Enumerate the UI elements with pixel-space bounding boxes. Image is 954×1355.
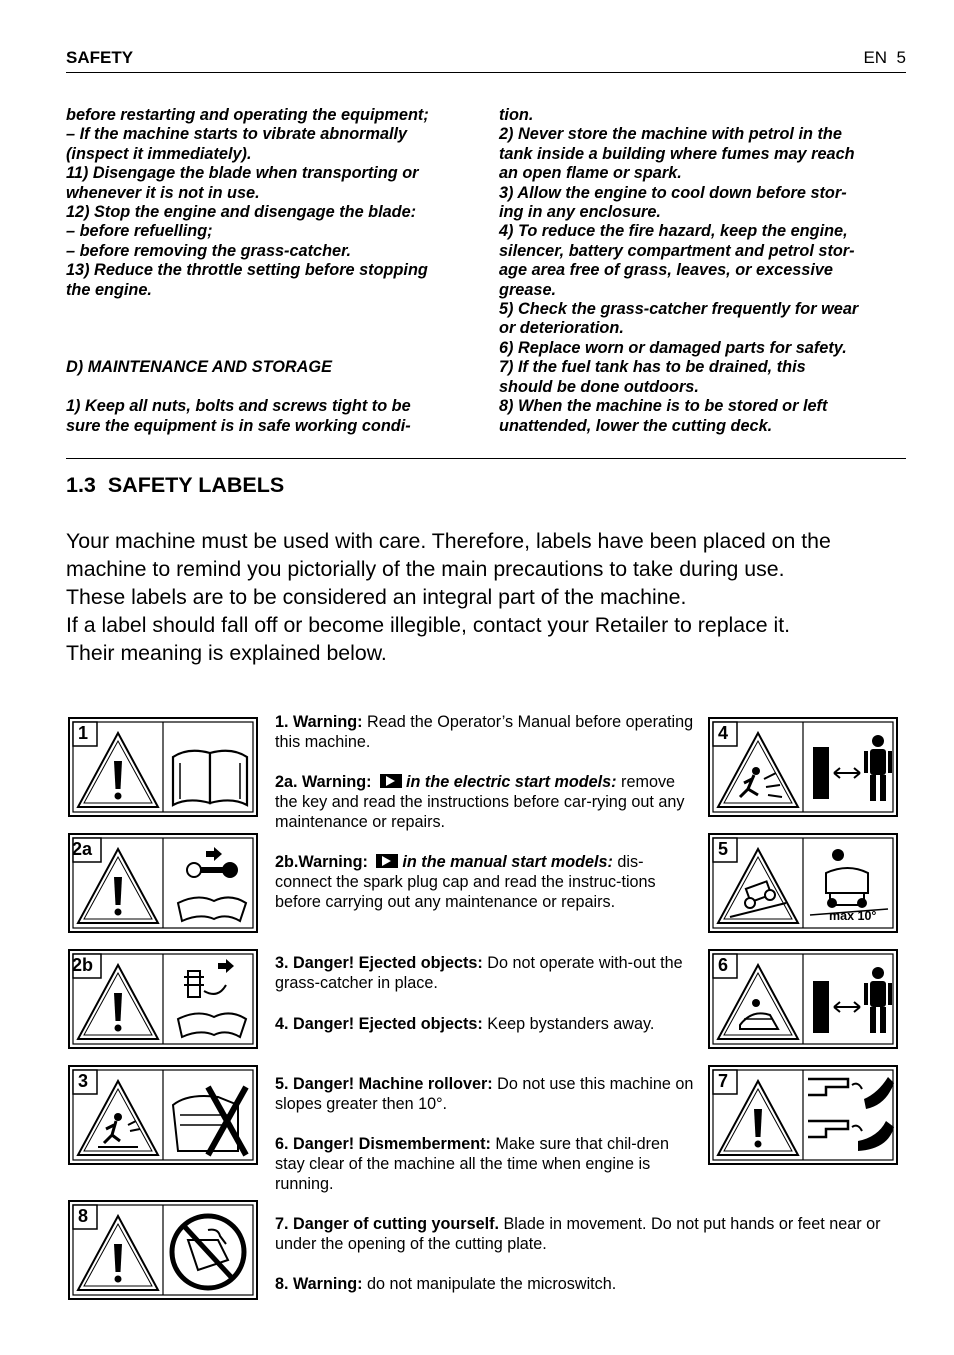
text-line: – If the machine starts to vibrate abnormally xyxy=(66,125,408,144)
bystanders-distance-icon xyxy=(708,717,898,817)
item-6-description: 6. Danger! Dismemberment: Make sure that chil-dren stay clear of the machine all the time when engine is running. xyxy=(275,1135,670,1193)
flag-icon xyxy=(380,774,402,788)
safety-label-6 xyxy=(708,949,898,1049)
text-line: 13) Reduce the throttle setting before stopping xyxy=(66,261,428,280)
text-line: 1) Keep all nuts, bolts and screws tight to be xyxy=(66,397,411,416)
intro-line: machine to remind you pictorially of the main precautions to take during use. xyxy=(66,557,785,581)
text-line: 4) To reduce the fire hazard, keep the engine, xyxy=(499,222,848,241)
text-line: 8) When the machine is to be stored or left xyxy=(499,397,828,416)
intro-line: These labels are to be considered an integral part of the machine. xyxy=(66,585,687,609)
item-2b-description: 2b.Warning: in the manual start models: dis-connect the spark plug cap and read the instruc-tions before carrying out any maintenance or repairs. xyxy=(275,853,656,911)
text-line: before restarting and operating the equipment; xyxy=(66,106,429,124)
key-manual-icon xyxy=(68,833,258,933)
label-number: 3 xyxy=(78,1071,89,1091)
text-line: silencer, battery compartment and petrol stor- xyxy=(499,241,855,260)
text-line xyxy=(66,378,429,397)
text-line: 12) Stop the engine and disengage the blade: xyxy=(66,203,417,222)
safety-label-7 xyxy=(708,1065,898,1165)
safety-label-1 xyxy=(68,717,258,817)
text-line: 6) Replace worn or damaged parts for safety. xyxy=(499,338,847,357)
spark-plug-manual-icon xyxy=(68,949,258,1049)
column-right xyxy=(499,106,858,436)
label-number: 6 xyxy=(718,955,729,975)
text-line: ing in any enclosure. xyxy=(499,203,661,222)
manual-book-icon xyxy=(68,717,258,817)
label-number: 5 xyxy=(718,839,729,859)
text-line: unattended, lower the cutting deck. xyxy=(499,416,773,435)
text-line: 11) Disengage the blade when transporting or xyxy=(66,164,419,183)
intro-paragraph xyxy=(66,527,831,667)
flag-icon xyxy=(376,854,398,868)
no-microswitch-icon xyxy=(68,1200,258,1300)
text-line: the engine. xyxy=(66,280,152,299)
header-section: SAFETY xyxy=(66,48,134,67)
slope-limit-text: max 10° xyxy=(829,909,877,923)
item-3-description: 3. Danger! Ejected objects: Do not operate with-out the grass-catcher in place. xyxy=(275,954,683,992)
safety-label-2b xyxy=(68,949,258,1049)
item-1-description: 1. Warning: Read the Operator’s Manual before operating this machine. xyxy=(275,713,694,751)
no-grass-catcher-icon xyxy=(68,1065,258,1165)
item-8-description: 8. Warning: do not manipulate the microswitch. xyxy=(275,1275,617,1293)
text-line: age area free of grass, leaves, or excessive xyxy=(499,261,833,280)
item-4-description: 4. Danger! Ejected objects: Keep bystanders away. xyxy=(275,1015,655,1033)
item-5-description: 5. Danger! Machine rollover: Do not use this machine on slopes greater then 10°. xyxy=(275,1075,694,1113)
text-line: whenever it is not in use. xyxy=(66,183,260,202)
label-number: 1 xyxy=(78,723,89,743)
text-line xyxy=(66,339,429,358)
item-2a-description: 2a. Warning: in the electric start models: remove the key and read the instructions before car-rying out any maintenance or repairs. xyxy=(275,773,685,831)
text-line: 5) Check the grass-catcher frequently for wear xyxy=(499,300,859,319)
text-line xyxy=(66,319,429,338)
text-line xyxy=(66,300,429,319)
intro-line: Your machine must be used with care. Therefore, labels have been placed on the xyxy=(66,529,831,553)
text-line: (inspect it immediately). xyxy=(66,144,252,163)
text-line: an open flame or spark. xyxy=(499,164,682,183)
text-line: tank inside a building where fumes may reach xyxy=(499,144,855,163)
safety-label-4 xyxy=(708,717,898,817)
text-line: 3) Allow the engine to cool down before stor- xyxy=(499,183,847,202)
intro-line: Their meaning is explained below. xyxy=(66,641,387,665)
children-distance-icon xyxy=(708,949,898,1049)
label-number: 7 xyxy=(718,1071,729,1091)
text-line: 2) Never store the machine with petrol in the xyxy=(499,125,842,144)
text-line: should be done outdoors. xyxy=(499,377,699,396)
label-number: 2b xyxy=(72,955,94,975)
page-number: EN 5 xyxy=(863,48,906,67)
header-rule xyxy=(66,72,906,73)
text-line: – before removing the grass-catcher. xyxy=(66,241,352,260)
text-line: D) MAINTENANCE AND STORAGE xyxy=(66,358,332,377)
text-line: sure the equipment is in safe working condi- xyxy=(66,416,411,435)
safety-label-2a xyxy=(68,833,258,933)
safety-label-8 xyxy=(68,1200,258,1300)
label-number: 8 xyxy=(78,1206,89,1226)
section-title: 1.3 SAFETY LABELS xyxy=(66,473,285,497)
label-number: 2a xyxy=(72,839,93,859)
section-rule xyxy=(66,458,906,459)
label-number: 4 xyxy=(718,723,729,743)
intro-line: If a label should fall off or become illegible, contact your Retailer to replace it. xyxy=(66,613,791,637)
hand-foot-cut-icon xyxy=(708,1065,898,1165)
column-left xyxy=(66,106,429,436)
text-line: or deterioration. xyxy=(499,319,624,338)
safety-label-5 xyxy=(708,833,898,933)
text-line: grease. xyxy=(499,280,557,299)
text-line: tion. xyxy=(499,106,534,124)
item-7-description: 7. Danger of cutting yourself. Blade in movement. Do not put hands or feet near or under the opening of the cutting plate. xyxy=(275,1215,881,1253)
text-line: – before refuelling; xyxy=(66,222,213,241)
safety-label-3 xyxy=(68,1065,258,1165)
text-line: 7) If the fuel tank has to be drained, this xyxy=(499,358,806,377)
